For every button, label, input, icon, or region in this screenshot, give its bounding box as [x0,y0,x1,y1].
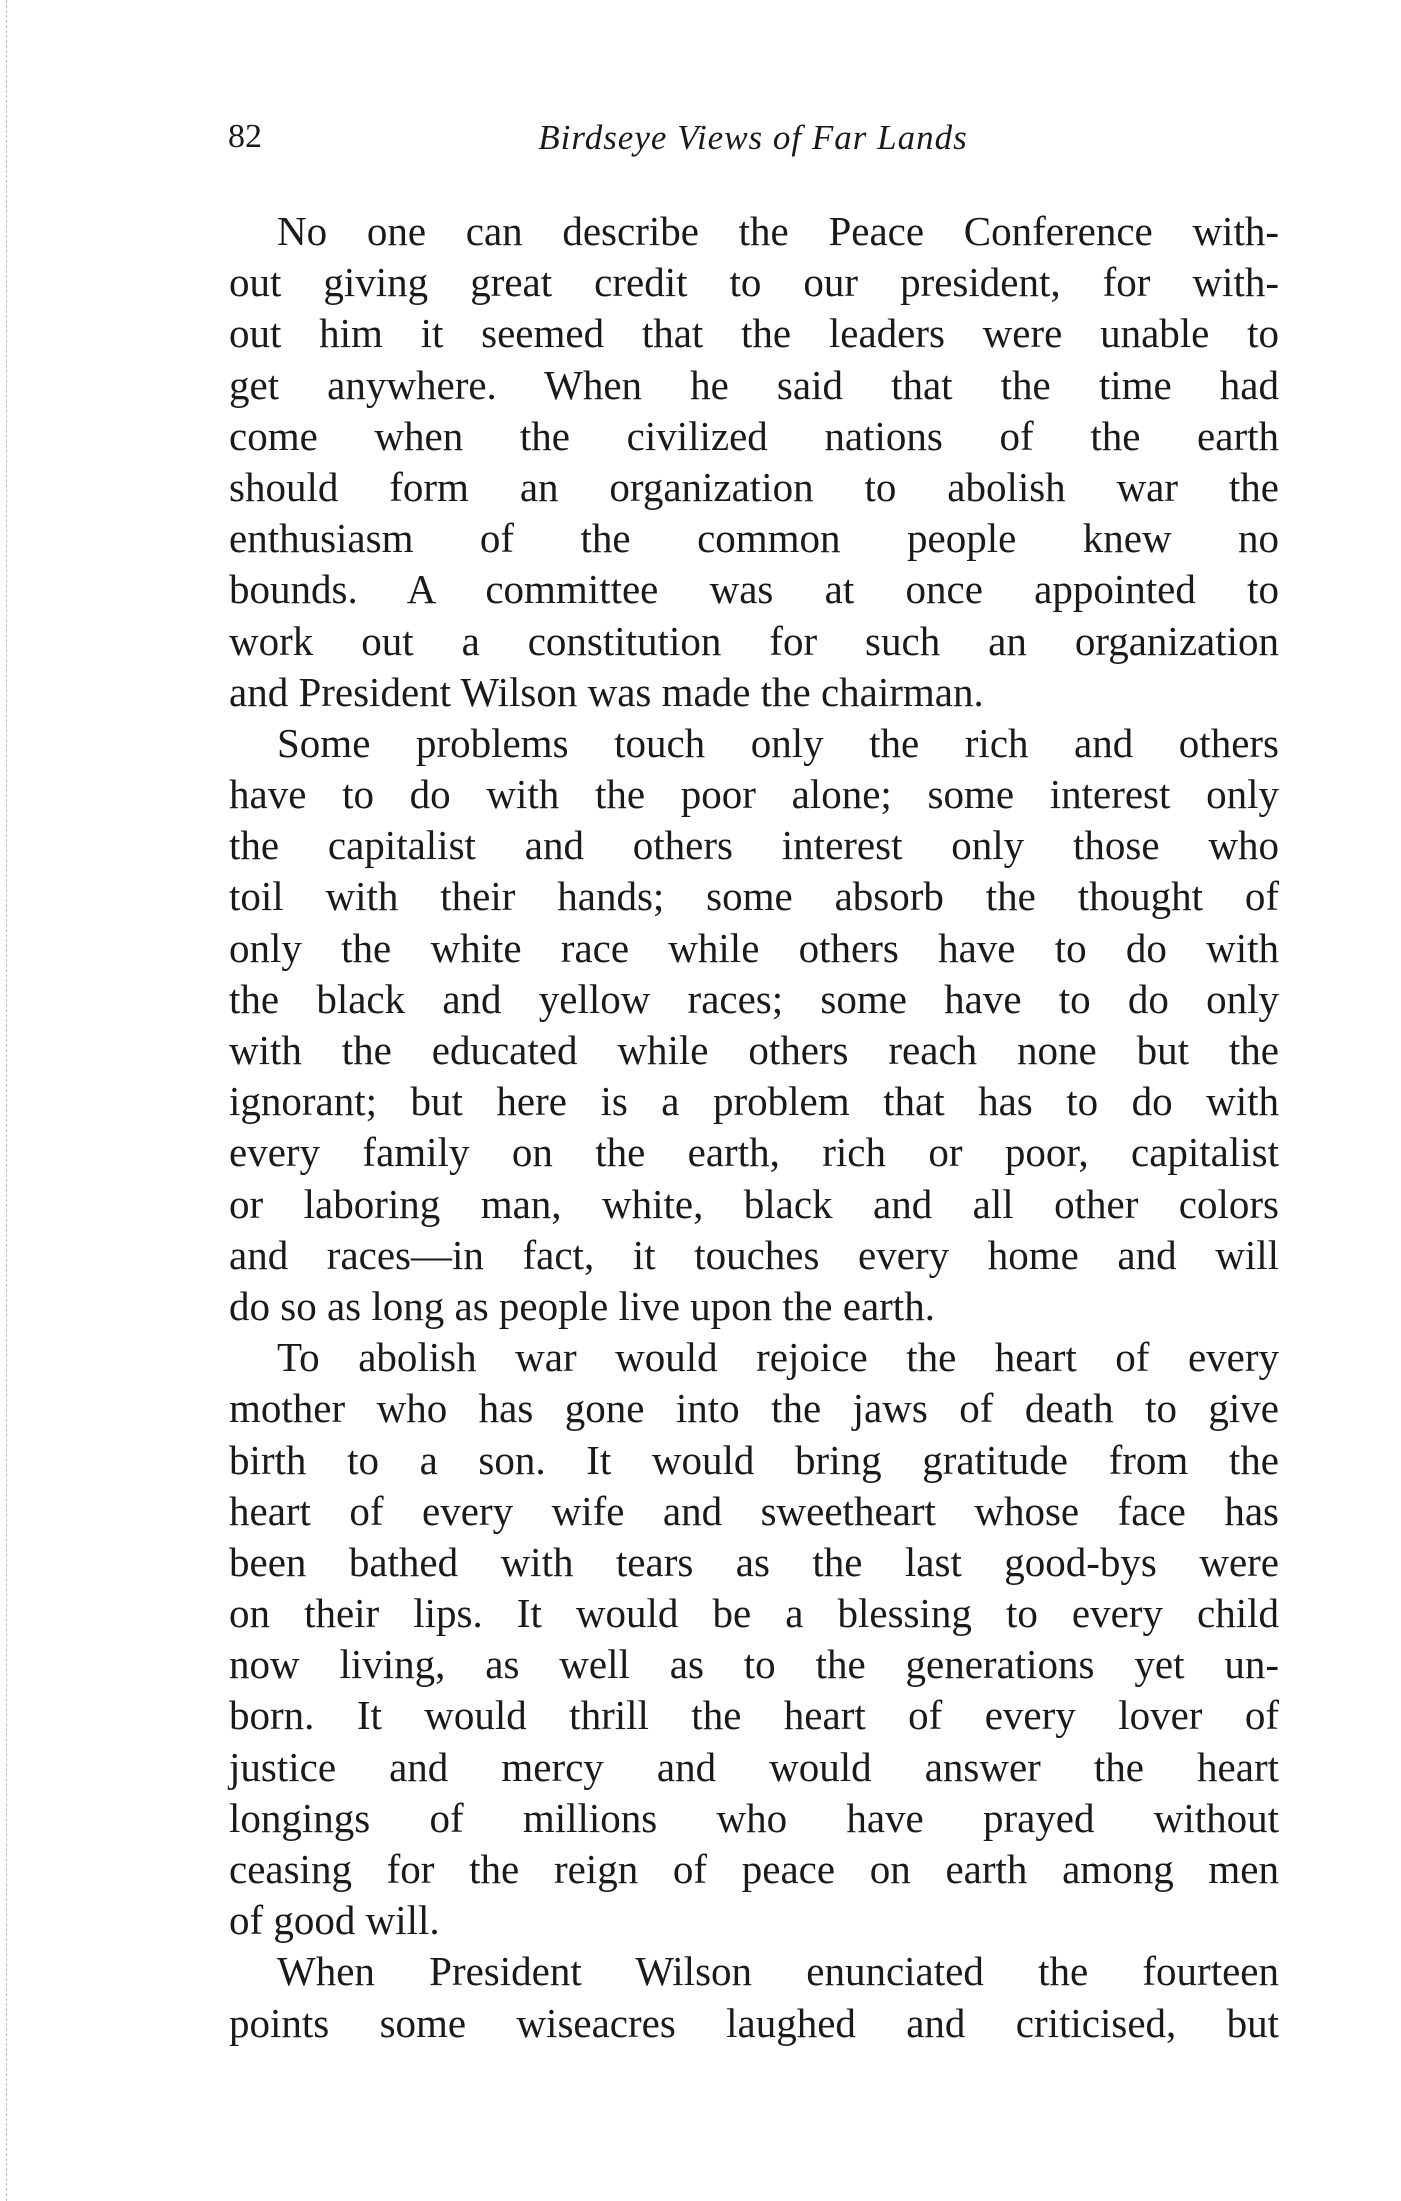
text-line: every family on the earth, rich or poor, capitalist [229,1129,1279,1176]
text-line: and races—in fact, it touches every home and will [229,1231,1279,1278]
text-line: do so as long as people live upon the earth. [229,1282,935,1329]
text-line: toil with their hands; some absorb the thought of [229,873,1279,920]
text-line: justice and mercy and would answer the heart [229,1743,1279,1790]
text-line: the black and yellow races; some have to do only [229,975,1279,1022]
text-line: get anywhere. When he said that the time had [229,361,1279,408]
text-line: or laboring man, white, black and all other colors [229,1180,1279,1227]
paragraph [229,718,1279,1332]
page-header [228,118,1278,162]
text-line: heart of every wife and sweetheart whose face has [229,1487,1279,1534]
paragraph [229,1332,1279,1946]
text-line: No one can describe the Peace Conference with- [277,208,1279,254]
text-line: with the educated while others reach none but the [229,1027,1279,1073]
text-line: born. It would thrill the heart of every lover of [229,1692,1279,1739]
paragraph [229,206,1279,718]
body-text [229,206,1279,2049]
page-number: 82 [228,118,262,155]
text-line: bounds. A committee was at once appointed to [229,566,1279,613]
text-line: on their lips. It would be a blessing to every child [229,1590,1279,1637]
text-line: have to do with the poor alone; some interest only [229,771,1279,818]
text-line: out him it seemed that the leaders were unable to [229,310,1279,357]
text-line: work out a constitution for such an organization [229,617,1279,664]
paragraph [229,1946,1279,2048]
text-line: points some wiseacres laughed and criticised, but [229,1999,1279,2046]
text-line: mother who has gone into the jaws of death to give [229,1385,1279,1432]
text-line: out giving great credit to our president, for with- [229,259,1279,306]
text-line: been bathed with tears as the last good-bys were [229,1538,1279,1585]
text-line: birth to a son. It would bring gratitude from the [229,1436,1279,1483]
text-line: enthusiasm of the common people knew no [229,515,1279,562]
text-line: When President Wilson enunciated the fourteen [277,1948,1279,1995]
text-line: come when the civilized nations of the earth [229,412,1279,459]
text-line: and President Wilson was made the chairman. [229,668,984,715]
text-line: should form an organization to abolish war the [229,463,1279,510]
text-line: ignorant; but here is a problem that has to do with [229,1078,1279,1125]
text-line: only the white race while others have to do with [229,924,1279,971]
text-line: ceasing for the reign of peace on earth among men [229,1846,1279,1892]
text-line: Some problems touch only the rich and others [277,719,1279,766]
text-line: of good will. [229,1897,440,1944]
text-line: the capitalist and others interest only those who [229,822,1279,869]
text-line: now living, as well as to the generations yet un- [229,1641,1279,1688]
page-edge [6,0,8,2201]
text-line: To abolish war would rejoice the heart of every [277,1334,1279,1381]
text-line: longings of millions who have prayed without [229,1794,1279,1841]
running-title: Birdseye Views of Far Lands [538,118,968,157]
